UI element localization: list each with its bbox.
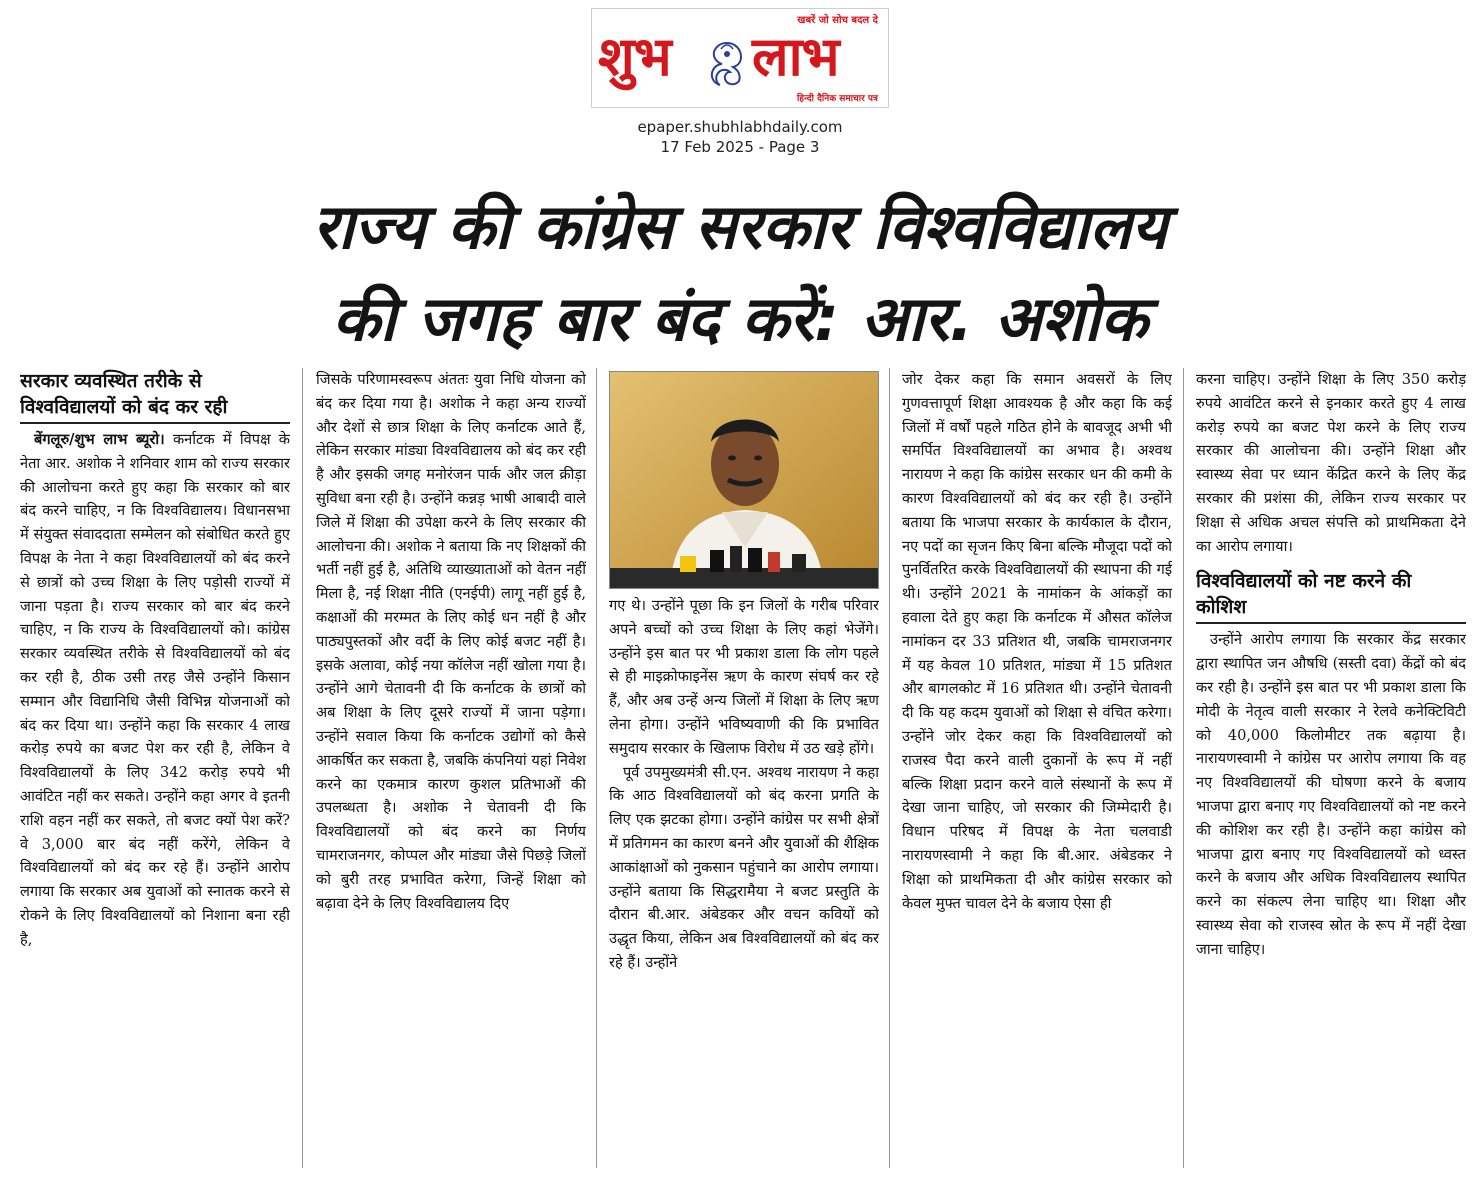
- article-column-5: [1196, 368, 1466, 1168]
- article-column-4: [902, 368, 1172, 1168]
- speaker-portrait-icon: [610, 372, 879, 589]
- article-paragraph: उन्होंने आरोप लगाया कि सरकार केंद्र सरकार द्वारा स्थापित जन औषधि (सस्ती दवा) केंद्रों को बंद कर रही है। उन्होंने इस बात पर भी प्रकाश डाला कि मोदी के नेतृत्व वाली सरकार ने रेलवे कनेक्टिविटी को 40,000 किलोमीटर तक बढ़ाया है। नारायणस्वामी ने कांग्रेस पर आरोप लगाया कि वह नए विश्वविद्यालयों की घोषणा करने के बजाय भाजपा द्वारा बनाए गए विश्वविद्यालयों को नष्ट करने की कोशिश कर रही है। उन्होंने कहा कांग्रेस को भाजपा द्वारा बनाए गए विश्वविद्यालयों को ध्वस्त करने के बजाय और अधिक विश्वविद्यालय स्थापित करने का संकल्प लेना चाहिए था। शिक्षा और स्वास्थ्य सेवा को राजस्व स्रोत के रूप में नहीं देखा जाना चाहिए।: [1196, 631, 1466, 958]
- logo-subtitle: हिन्दी दैनिक समाचार पत्र: [796, 94, 878, 104]
- headline-line-1: राज्य की कांग्रेस सरकार विश्वविद्यालय: [312, 190, 1168, 263]
- byline: बेंगलूरु/शुभ लाभ ब्यूरो।: [34, 431, 165, 448]
- subheading-2: विश्वविद्यालयों को नष्ट करने की कोशिश: [1196, 568, 1466, 624]
- article-column-1: [20, 368, 290, 1168]
- logo-name-left: शुभ: [598, 25, 671, 88]
- epaper-url: epaper.shubhlabhdaily.com: [637, 118, 843, 136]
- column-rule: [889, 368, 890, 1168]
- article-column-2: [316, 368, 586, 1168]
- article-paragraph: करना चाहिए। उन्होंने शिक्षा के लिए 350 करोड़ रुपये आवंटित करने से इनकार करते हुए 4 लाख करोड़ रुपये का बजट पेश करने के लिए राज्य सरकार की आलोचना की। उन्होंने शिक्षा और स्वास्थ्य सेवा पर ध्यान केंद्रित करने के लिए केंद्र सरकार की प्रशंसा की, लेकिन राज्य सरकार पर शिक्षा से अधिक अचल संपत्ति को प्राथमिकता देने का आरोप लगाया।: [1196, 371, 1466, 555]
- logo-name-right: लाभ: [752, 25, 839, 88]
- ganesha-emblem-icon: [705, 39, 749, 87]
- logo-tagline: खबरें जो सोच बदल दे: [797, 15, 878, 26]
- headline-line-2: की जगह बार बंद करें: आर. अशोक: [332, 282, 1148, 355]
- masthead-logo: [591, 8, 889, 108]
- article-paragraph: [20, 428, 290, 952]
- subheading-1: सरकार व्यवस्थित तरीके से विश्वविद्यालयों को बंद कर रही: [20, 368, 290, 424]
- edition-date: 17 Feb 2025 - Page 3: [660, 138, 820, 156]
- article-text: कर्नाटक में विपक्ष के नेता आर. अशोक ने शनिवार शाम को राज्य सरकार की आलोचना करते हुए कहा कि सरकार को बार बंद करने चाहिए, न कि विश्वविद्यालय। विधानसभा में संयुक्त संवाददाता सम्मेलन को संबोधित करते हुए विपक्ष के नेता ने कहा विश्वविद्यालयों को बंद करने से छात्रों को उच्च शिक्षा के लिए पड़ोसी राज्यों में जाना पड़ता है। राज्य सरकार को बार बंद करने चाहिए, न कि राज्य के विश्वविद्यालयों को। कांग्रेस सरकार व्यवस्थित तरीके से विश्वविद्यालयों को बंद कर रही है, ठीक उसी तरह जैसे उन्होंने किसान सम्मान और विद्यानिधि जैसी विभिन्न योजनाओं को बंद कर दिया था। उन्होंने कहा कि सरकार 4 लाख करोड़ रुपये का बजट पेश कर रही है, लेकिन वे विश्वविद्यालयों के लिए 342 करोड़ रुपये भी आवंटित नहीं कर सकते। उन्होंने कहा अगर वे इतनी राशि वहन नहीं कर सकते, तो बजट क्यों पेश करें? वे 3,000 बार बंद नहीं करेंगे, लेकिन वे विश्वविद्यालयों को बंद कर रहे हैं। उन्होंने आरोप लगाया कि सरकार अब युवाओं को स्नातक करने से रोकने के लिए विश्वविद्यालयों को निशाना बना रही है,: [20, 431, 290, 948]
- column-rule: [596, 368, 597, 1168]
- column-rule: [302, 368, 303, 1168]
- article-paragraph: जोर देकर कहा कि समान अवसरों के लिए गुणवत्तापूर्ण शिक्षा आवश्यक है और कहा कि कई जिलों में वर्षों पहले गठित होने के बावजूद अभी भी समर्पित विश्वविद्यालयों का अभाव है। अश्वथ नारायण ने कहा कि कांग्रेस सरकार धन की कमी के कारण विश्वविद्यालयों को बंद कर रही है। उन्होंने बताया कि भाजपा सरकार के कार्यकाल के दौरान, नए पदों का सृजन किए बिना बल्कि मौजूदा पदों को पुनर्वितरित करके विश्वविद्यालयों की स्थापना की गई थी। उन्होंने 2021 के नामांकन के आंकड़ों का हवाला देते हुए कहा कि कर्नाटक में औसत कॉलेज नामांकन दर 33 प्रतिशत थी, जबकि चामराजनगर में यह केवल 10 प्रतिशत, मांड्या में 15 प्रतिशत और बागलकोट में 16 प्रतिशत थी। उन्होंने चेतावनी दी कि यह कदम युवाओं को शिक्षा से वंचित करेगा। उन्होंने जोर देकर कहा कि विश्वविद्यालयों को राजस्व पैदा करने वाली दुकानों के रूप में नहीं बल्कि शिक्षा प्रदान करने वाले संस्थानों के रूप में देखा जाना चाहिए, जो सरकार की जिम्मेदारी है। विधान परिषद में विपक्ष के नेता चलवाडी नारायणस्वामी ने कहा कि बी.आर. अंबेडकर ने शिक्षा को प्राथमिकता दी और कांग्रेस सरकार को केवल मुफ्त चावल देने के बजाय ऐसा ही: [902, 371, 1172, 912]
- article-paragraph: गए थे। उन्होंने पूछा कि इन जिलों के गरीब परिवार अपने बच्चों को उच्च शिक्षा के लिए कहां भेजेंगे। उन्होंने इस बात पर भी प्रकाश डाला कि लोग पहले से ही माइक्रोफाइनेंस ऋण के कारण संघर्ष कर रहे हैं, और अब उन्हें अन्य जिलों में शिक्षा के लिए ऋण लेना होगा। उन्होंने भविष्यवाणी की कि प्रभावित समुदाय सरकार के खिलाफ विरोध में उठ खड़े होंगे।: [609, 597, 879, 757]
- article-paragraph: जिसके परिणामस्वरूप अंततः युवा निधि योजना को बंद कर दिया गया है। अशोक ने कहा अन्य राज्यों और देशों से छात्र शिक्षा के लिए कर्नाटक आते हैं, लेकिन सरकार मांड्या विश्वविद्यालय को बंद कर रही है और इसकी जगह मनोरंजन पार्क और जल क्रीड़ा सुविधा बना रही है। उन्होंने कन्नड़ भाषी आबादी वाले जिले में शिक्षा की उपेक्षा करने के लिए सरकार की आलोचना की। अशोक ने बताया कि नए शिक्षकों की भर्ती नहीं हुई है, अतिथि व्याख्याताओं को वेतन नहीं मिला है, नई शिक्षा नीति (एनईपी) लागू नहीं हुई है, कक्षाओं की मरम्मत के लिए कोई धन नहीं है और पाठ्यपुस्तकों और वर्दी के लिए कोई बजट नहीं है। इसके अलावा, कोई नया कॉलेज नहीं खोला गया है। उन्होंने आगे चेतावनी दी कि कर्नाटक के छात्रों को अब शिक्षा के लिए दूसरे राज्यों में जाना पड़ेगा। उन्होंने सवाल किया कि कर्नाटक उद्योगों को कैसे आकर्षित कर सकता है, जबकि कंपनियां यहां निवेश करने का एकमात्र कारण कुशल प्रतिभाओं की उपलब्धता है। अशोक ने चेतावनी दी कि विश्वविद्यालयों को बंद करने का निर्णय चामराजनगर, कोप्पल और मांड्या जैसे पिछड़े जिलों को बुरी तरह प्रभावित करेगा, जिन्हें शिक्षा को बढ़ावा देने के लिए विश्वविद्यालय दिए: [316, 371, 586, 912]
- column-rule: [1183, 368, 1184, 1168]
- leader-photo: [609, 371, 879, 589]
- article-paragraph: पूर्व उपमुख्यमंत्री सी.एन. अश्वथ नारायण ने कहा कि आठ विश्वविद्यालयों को बंद करना प्रगति के लिए एक झटका होगा। उन्होंने कांग्रेस पर सभी क्षेत्रों में प्रतिगमन का कारण बनने और युवाओं की शैक्षिक आकांक्षाओं को नुकसान पहुंचाने का आरोप लगाया। उन्होंने बताया कि सिद्धरामैया ने बजट प्रस्तुति के दौरान बी.आर. अंबेडकर और वचन कवियों को उद्धृत किया, लेकिन अब विश्वविद्यालयों को बंद कर रहे हैं। उन्होंने: [609, 763, 879, 971]
- article-column-3: [609, 594, 879, 1168]
